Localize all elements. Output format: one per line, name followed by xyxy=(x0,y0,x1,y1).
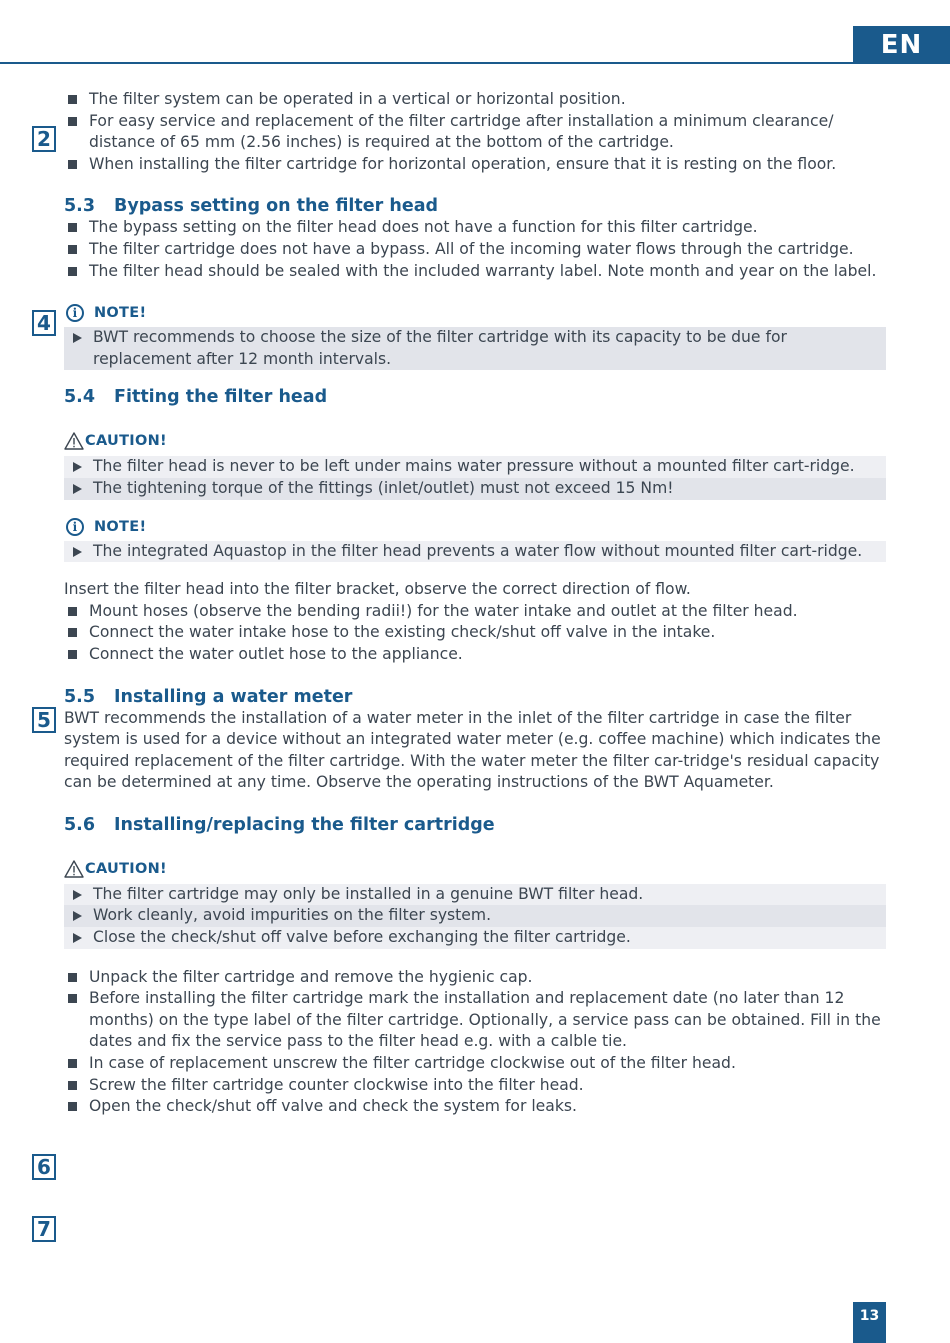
fitting-list xyxy=(64,601,886,666)
section-heading-5-6 xyxy=(64,814,886,836)
intro-list xyxy=(64,89,886,175)
figure-ref-2: 2 xyxy=(32,126,56,152)
info-icon: i xyxy=(66,518,84,536)
caution-item: The filter cartridge may only be installed in a genuine BWT filter head. xyxy=(64,884,886,906)
list-item: When installing the filter cartridge for horizontal operation, ensure that it is resting on the floor. xyxy=(64,154,886,176)
note-box xyxy=(64,541,886,563)
bypass-list xyxy=(64,217,886,282)
note-label: NOTE! xyxy=(94,305,147,322)
section-title: Bypass setting on the filter head xyxy=(114,196,439,217)
list-item: The bypass setting on the filter head does not have a function for this filter cartridge. xyxy=(64,217,886,239)
caution-box xyxy=(64,456,886,499)
list-item: The filter cartridge does not have a bypass. All of the incoming water flows through the cartridge. xyxy=(64,239,886,261)
note-item: The integrated Aquastop in the filter head prevents a water flow without mounted filter cart-ridge. xyxy=(64,541,886,563)
note-label: NOTE! xyxy=(94,518,147,535)
section-title: Installing/replacing the filter cartridge xyxy=(114,814,495,835)
page-content xyxy=(64,89,886,1118)
section-heading-5-5 xyxy=(64,686,886,708)
info-icon: i xyxy=(66,304,84,322)
note-box xyxy=(64,327,886,370)
list-item: Unpack the filter cartridge and remove the hygienic cap. xyxy=(64,967,886,989)
list-item: In case of replacement unscrew the filter cartridge clockwise out of the filter head. xyxy=(64,1053,886,1075)
page-number: 13 xyxy=(853,1302,886,1343)
caution-item: The tightening torque of the fittings (inlet/outlet) must not exceed 15 Nm! xyxy=(64,478,886,500)
section-heading-5-3 xyxy=(64,195,886,217)
section-heading-5-4 xyxy=(64,386,886,408)
caution-heading xyxy=(64,858,886,880)
list-item: Connect the water intake hose to the existing check/shut off valve in the intake. xyxy=(64,622,886,644)
caution-heading xyxy=(64,430,886,452)
section-number: 5.6 xyxy=(64,814,96,835)
note-heading xyxy=(64,302,886,324)
list-item: Screw the filter cartridge counter clockwise into the filter head. xyxy=(64,1075,886,1097)
warning-icon xyxy=(64,860,84,878)
cartridge-list xyxy=(64,967,886,1118)
figure-ref-4: 4 xyxy=(32,310,56,336)
list-item: For easy service and replacement of the filter cartridge after installation a minimum clearance/ distance of 65 mm (2.56 inches) is required at the bottom of the cartridge. xyxy=(64,111,886,154)
figure-ref-7: 7 xyxy=(32,1216,56,1242)
list-item: The filter system can be operated in a vertical or horizontal position. xyxy=(64,89,886,111)
list-item: Before installing the filter cartridge mark the installation and replacement date (no later than 12 months) on the type label of the filter cartridge. Optionally, a service pass can be obtained. Fill in the dates and fix the service pass to the filter head e.g. with a calble tie. xyxy=(64,988,886,1053)
section-number: 5.4 xyxy=(64,387,96,408)
paragraph: Insert the filter head into the filter bracket, observe the correct direction of flow. xyxy=(64,580,691,599)
note-heading xyxy=(64,516,886,538)
language-tab: EN xyxy=(853,26,950,64)
figure-ref-6: 6 xyxy=(32,1154,56,1180)
list-item: The filter head should be sealed with the included warranty label. Note month and year on the label. xyxy=(64,261,886,283)
list-item: Mount hoses (observe the bending radii!) for the water intake and outlet at the filter head. xyxy=(64,601,886,623)
note-item: BWT recommends to choose the size of the filter cartridge with its capacity to be due for replacement after 12 month intervals. xyxy=(64,327,886,370)
header-rule xyxy=(0,62,855,64)
caution-item: The filter head is never to be left under mains water pressure without a mounted filter cart-ridge. xyxy=(64,456,886,478)
section-title: Installing a water meter xyxy=(114,686,353,707)
warning-icon xyxy=(64,432,84,450)
caution-label: CAUTION! xyxy=(85,860,167,877)
section-number: 5.3 xyxy=(64,196,96,217)
caution-label: CAUTION! xyxy=(85,433,167,450)
section-title: Fitting the filter head xyxy=(114,387,328,408)
paragraph: BWT recommends the installation of a water meter in the inlet of the filter cartridge in case the filter system is used for a device without an integrated water meter (e.g. coffee machine) which indicates the required replacement of the filter cartridge. With the water meter the filter car-tridge's residual capacity can be determined at any time. Observe the operating instructions of the BWT Aquameter. xyxy=(64,708,881,792)
section-number: 5.5 xyxy=(64,686,96,707)
caution-box xyxy=(64,884,886,949)
caution-item: Close the check/shut off valve before exchanging the filter cartridge. xyxy=(64,927,886,949)
caution-item: Work cleanly, avoid impurities on the filter system. xyxy=(64,905,886,927)
figure-ref-5: 5 xyxy=(32,707,56,733)
list-item: Connect the water outlet hose to the appliance. xyxy=(64,644,886,666)
list-item: Open the check/shut off valve and check the system for leaks. xyxy=(64,1096,886,1118)
